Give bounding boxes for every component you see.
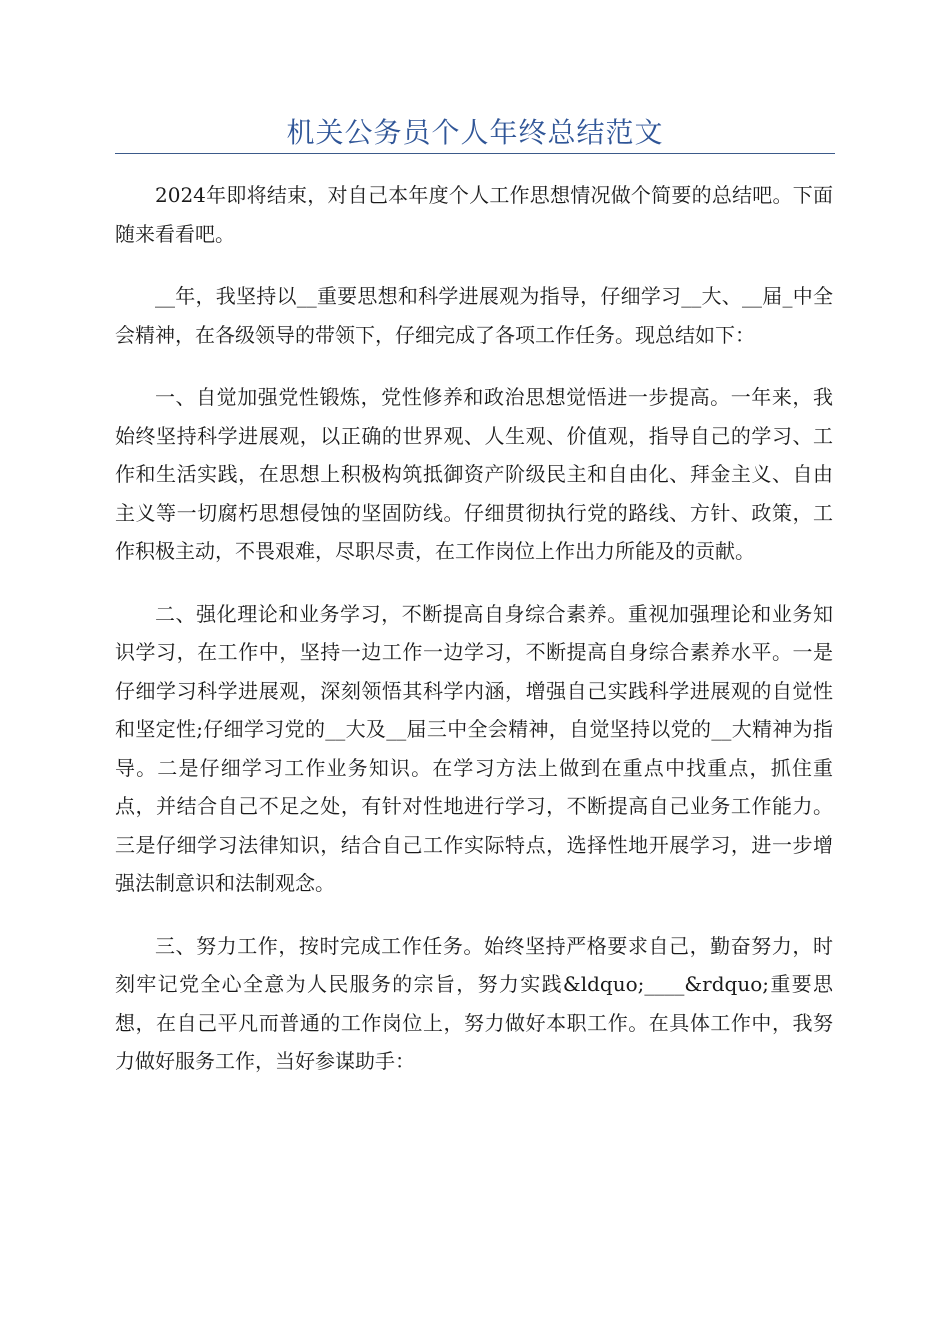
paragraph-guidance: __年，我坚持以__重要思想和科学进展观为指导，仔细学习__大、__届_中全会精神，在各级领导的带领下，仔细完成了各项工作任务。现总结如下： <box>115 284 833 347</box>
paragraph-section-three: 三、努力工作，按时完成工作任务。始终坚持严格要求自己，勤奋努力，时刻牢记党全心全意为人民服务的宗旨，努力实践&ldquo;____&rdquo;重要思想，在自己平凡而普通的工作岗位上，努力做好本职工作。在具体工作中，我努力做好服务工作，当好参谋助手： <box>115 933 833 1073</box>
paragraph-section-one: 一、自觉加强党性锻炼，党性修养和政治思想觉悟进一步提高。一年来，我始终坚持科学进展观，以正确的世界观、人生观、价值观，指导自己的学习、工作和生活实践，在思想上积极构筑抵御资产阶级民主和自由化、拜金主义、自由主义等一切腐朽思想侵蚀的坚固防线。仔细贯彻执行党的路线、方针、政策，工作积极主动，不畏艰难，尽职尽责，在工作岗位上作出力所能及的贡献。 <box>115 385 833 563</box>
paragraph-section-two: 二、强化理论和业务学习，不断提高自身综合素养。重视加强理论和业务知识学习，在工作中，坚持一边工作一边学习，不断提高自身综合素养水平。一是仔细学习科学进展观，深刻领悟其科学内涵，增强自己实践科学进展观的自觉性和坚定性;仔细学习党的__大及__届三中全会精神，自觉坚持以党的__大精神为指导。二是仔细学习工作业务知识。在学习方法上做到在重点中找重点，抓住重点，并结合自己不足之处，有针对性地进行学习，不断提高自己业务工作能力。三是仔细学习法律知识，结合自己工作实际特点，选择性地开展学习，进一步增强法制意识和法制观念。 <box>115 601 833 895</box>
title-underline <box>115 153 835 154</box>
paragraph-intro: 2024年即将结束，对自己本年度个人工作思想情况做个简要的总结吧。下面随来看看吧。 <box>115 183 833 246</box>
document-title: 机关公务员个人年终总结范文 <box>286 116 664 149</box>
document-body <box>115 176 833 1105</box>
